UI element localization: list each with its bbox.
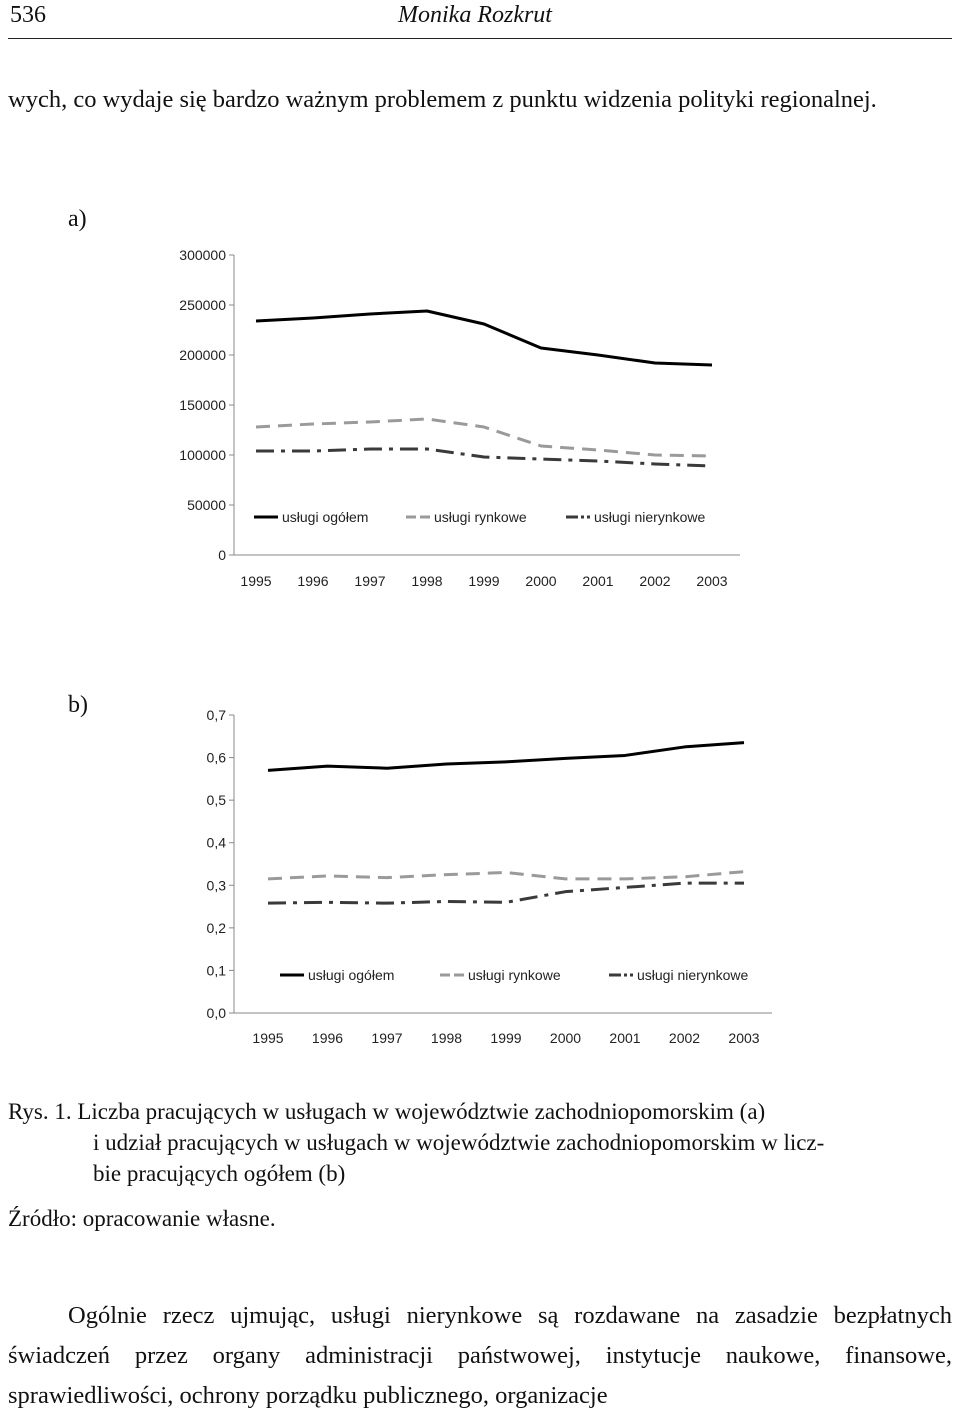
y-tick-label: 0,6 (206, 749, 226, 766)
x-tick-label: 1996 (297, 573, 329, 589)
legend-label: usługi rynkowe (434, 509, 527, 525)
x-tick-label: 2000 (549, 1030, 582, 1046)
x-tick-label: 2002 (639, 573, 671, 589)
panel-label-b: b) (68, 692, 88, 718)
page-header (8, 0, 952, 39)
x-tick-label: 2001 (582, 573, 614, 589)
y-tick-label: 0,5 (206, 792, 226, 809)
x-tick-label: 1997 (371, 1030, 403, 1046)
y-tick-label: 0,1 (206, 962, 226, 979)
x-tick-label: 1999 (490, 1030, 522, 1046)
figure-source: Źródło: opracowanie własne. (8, 1206, 276, 1231)
y-tick-label: 300000 (179, 247, 226, 263)
y-tick-label: 250000 (179, 297, 226, 313)
y-tick-label: 50000 (187, 497, 226, 513)
y-tick-label: 0,7 (206, 707, 226, 723)
y-tick-label: 0,0 (206, 1005, 226, 1021)
caption-line-2: i udział pracujących w usługach w województwie zachodniopomorskim w licz- (93, 1130, 825, 1155)
series-line (256, 419, 712, 456)
panel-label-a: a) (68, 206, 87, 232)
chart-b (0, 690, 960, 1060)
y-tick-label: 0,4 (206, 834, 226, 851)
running-head: Monika Rozkrut (398, 2, 552, 28)
x-tick-label: 1996 (311, 1030, 344, 1046)
legend-label: usługi nierynkowe (637, 967, 749, 983)
chart-a (0, 230, 960, 600)
series-line (256, 311, 712, 365)
y-tick-label: 0 (218, 547, 226, 563)
x-tick-label: 2001 (609, 1030, 641, 1046)
y-tick-label: 100000 (179, 447, 226, 463)
body-paragraph-bottom: Ogólnie rzecz ujmując, usługi nierynkowe są rozdawane na zasadzie bezpłatnych świadczeń przez organy administracji państwowej, instytucje naukowe, finansowe, sprawiedliwości, ochrony porządku publicznego, organizacje (8, 1302, 952, 1409)
legend-label: usługi ogółem (308, 967, 395, 983)
caption-line-1: Rys. 1. Liczba pracujących w usługach w województwie zachodniopomorskim (a) (8, 1099, 766, 1124)
x-tick-label: 2003 (728, 1030, 760, 1046)
x-tick-label: 1998 (411, 573, 443, 589)
x-tick-label: 1997 (354, 573, 386, 589)
x-tick-label: 2003 (696, 573, 728, 589)
x-tick-label: 1995 (240, 573, 272, 589)
x-tick-label: 1999 (468, 573, 500, 589)
y-tick-label: 0,3 (206, 877, 226, 894)
x-tick-label: 1998 (430, 1030, 463, 1046)
x-tick-label: 2002 (668, 1030, 701, 1046)
legend-label: usługi nierynkowe (594, 509, 706, 525)
legend-label: usługi ogółem (282, 509, 369, 525)
y-tick-label: 0,2 (206, 919, 226, 936)
series-line (268, 743, 744, 771)
series-line (256, 449, 712, 466)
figure-caption (8, 1096, 952, 1189)
page-number: 536 (10, 2, 46, 28)
y-tick-label: 200000 (179, 347, 226, 363)
series-line (268, 872, 744, 879)
series-line (268, 883, 744, 903)
x-tick-label: 1995 (252, 1030, 284, 1046)
x-tick-label: 2000 (525, 573, 557, 589)
caption-line-3: bie pracujących ogółem (b) (93, 1161, 346, 1186)
legend-label: usługi rynkowe (468, 967, 561, 983)
y-tick-label: 150000 (179, 397, 226, 413)
body-paragraph-top: wych, co wydaje się bardzo ważnym problemem z punktu widzenia polityki regionalnej. (8, 86, 877, 113)
